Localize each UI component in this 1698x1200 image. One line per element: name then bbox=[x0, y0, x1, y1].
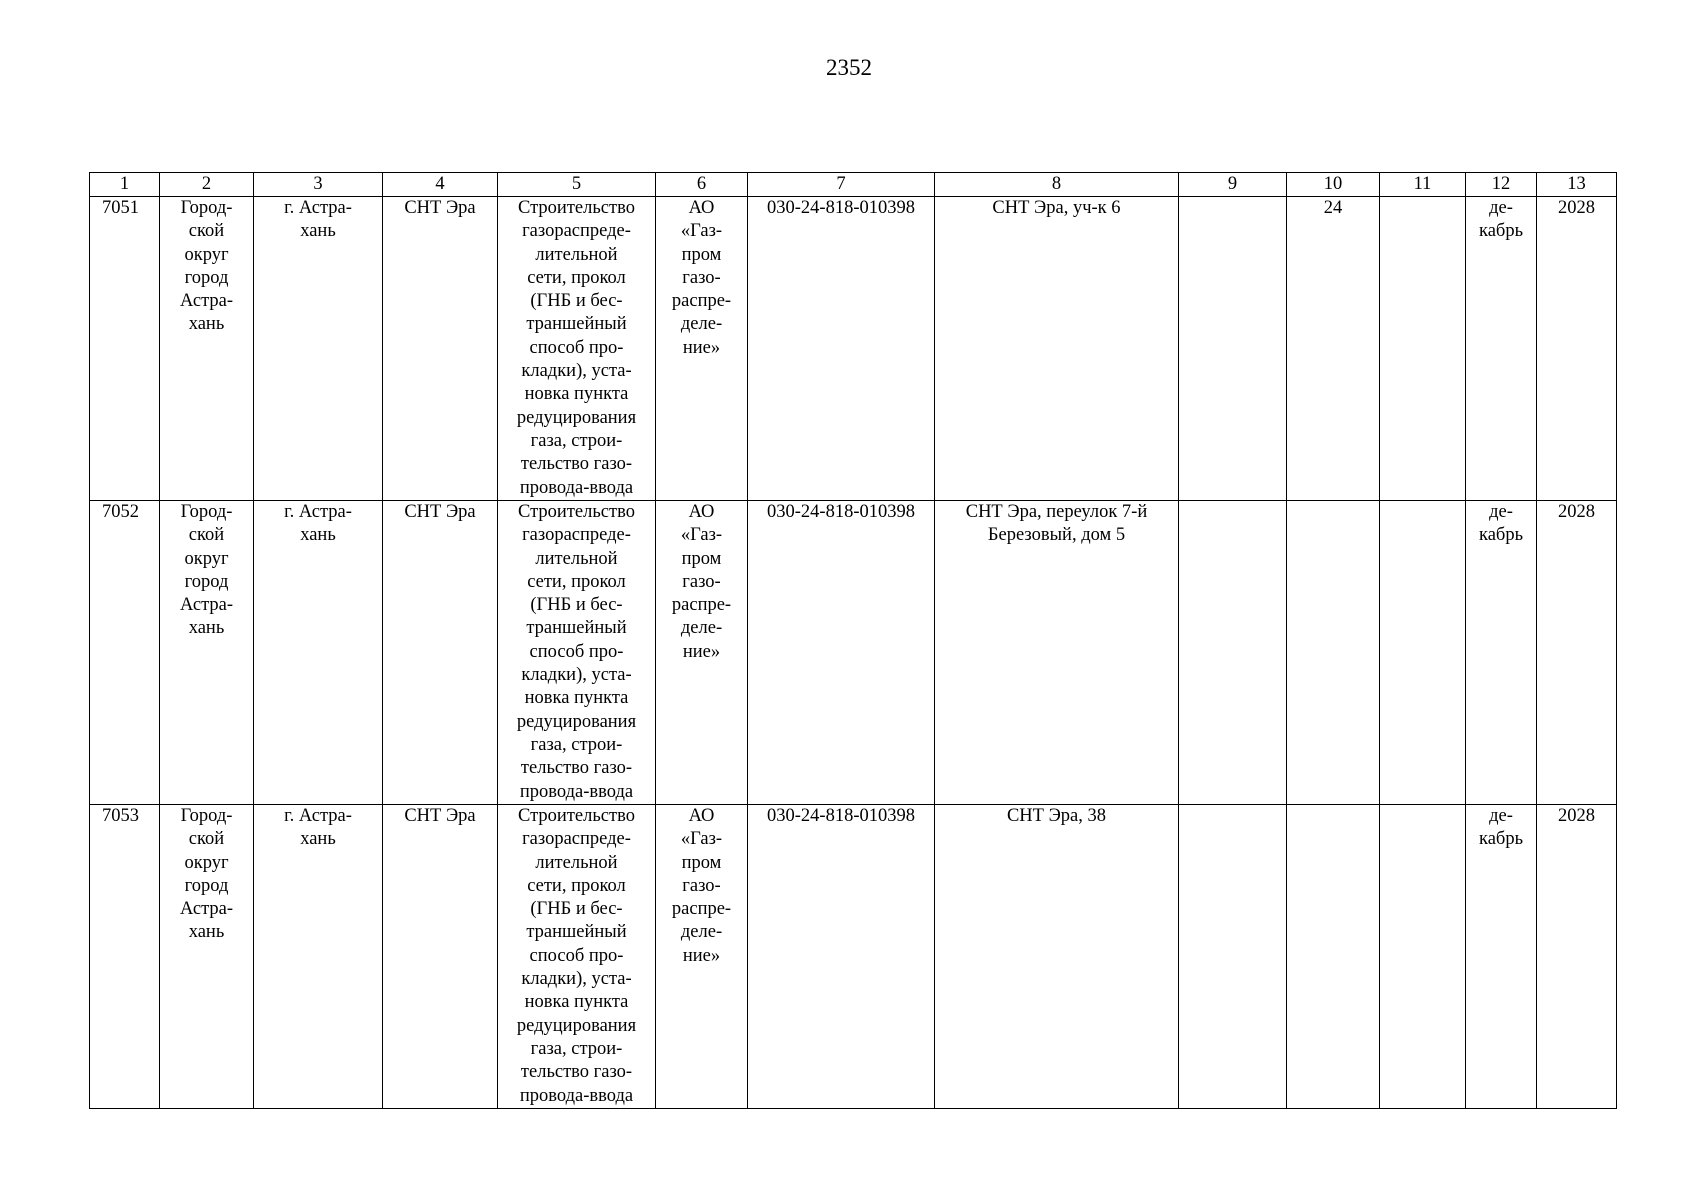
col10-cell: 24 bbox=[1287, 197, 1380, 501]
column-header: 5 bbox=[498, 173, 656, 197]
month-cell: де- кабрь bbox=[1466, 197, 1537, 501]
col9-cell bbox=[1179, 805, 1287, 1109]
column-header: 9 bbox=[1179, 173, 1287, 197]
column-number-row bbox=[90, 173, 1617, 197]
address-cell: СНТ Эра, 38 bbox=[935, 805, 1179, 1109]
col11-cell bbox=[1380, 501, 1466, 805]
column-header: 3 bbox=[254, 173, 383, 197]
month-cell: де- кабрь bbox=[1466, 805, 1537, 1109]
registry-code-cell: 030-24-818-010398 bbox=[748, 805, 935, 1109]
address-cell: СНТ Эра, уч-к 6 bbox=[935, 197, 1179, 501]
record-number: 7052 bbox=[90, 501, 160, 805]
column-header: 7 bbox=[748, 173, 935, 197]
settlement-cell: г. Астра- хань bbox=[254, 197, 383, 501]
table-row bbox=[90, 805, 1617, 1109]
year-cell: 2028 bbox=[1537, 197, 1617, 501]
organization-cell: АО «Газ- пром газо- распре- деле- ние» bbox=[656, 501, 748, 805]
year-cell: 2028 bbox=[1537, 805, 1617, 1109]
col10-cell bbox=[1287, 501, 1380, 805]
municipality-cell: Город- ской округ город Астра- хань bbox=[160, 501, 254, 805]
municipality-cell: Город- ской округ город Астра- хань bbox=[160, 805, 254, 1109]
register-table bbox=[89, 172, 1617, 1109]
column-header: 13 bbox=[1537, 173, 1617, 197]
table-row bbox=[90, 197, 1617, 501]
organization-cell: АО «Газ- пром газо- распре- деле- ние» bbox=[656, 197, 748, 501]
work-description-cell: Строительство газораспреде- лительной сети, прокол (ГНБ и бес- траншейный способ про- кладки), уста- новка пункта редуцирования газа, строи- тельство газо- провода-ввода bbox=[498, 501, 656, 805]
settlement-cell: г. Астра- хань bbox=[254, 501, 383, 805]
month-cell: де- кабрь bbox=[1466, 501, 1537, 805]
column-header: 2 bbox=[160, 173, 254, 197]
record-number: 7051 bbox=[90, 197, 160, 501]
organization-cell: АО «Газ- пром газо- распре- деле- ние» bbox=[656, 805, 748, 1109]
column-header: 12 bbox=[1466, 173, 1537, 197]
column-header: 8 bbox=[935, 173, 1179, 197]
col9-cell bbox=[1179, 197, 1287, 501]
registry-code-cell: 030-24-818-010398 bbox=[748, 501, 935, 805]
col11-cell bbox=[1380, 197, 1466, 501]
object-name-cell: СНТ Эра bbox=[383, 197, 498, 501]
settlement-cell: г. Астра- хань bbox=[254, 805, 383, 1109]
year-cell: 2028 bbox=[1537, 501, 1617, 805]
column-header: 6 bbox=[656, 173, 748, 197]
registry-code-cell: 030-24-818-010398 bbox=[748, 197, 935, 501]
object-name-cell: СНТ Эра bbox=[383, 501, 498, 805]
column-header: 1 bbox=[90, 173, 160, 197]
work-description-cell: Строительство газораспреде- лительной сети, прокол (ГНБ и бес- траншейный способ про- кладки), уста- новка пункта редуцирования газа, строи- тельство газо- провода-ввода bbox=[498, 805, 656, 1109]
municipality-cell: Город- ской округ город Астра- хань bbox=[160, 197, 254, 501]
column-header: 10 bbox=[1287, 173, 1380, 197]
column-header: 11 bbox=[1380, 173, 1466, 197]
table-row bbox=[90, 501, 1617, 805]
col11-cell bbox=[1380, 805, 1466, 1109]
col10-cell bbox=[1287, 805, 1380, 1109]
page-number: 2352 bbox=[826, 55, 872, 80]
col9-cell bbox=[1179, 501, 1287, 805]
record-number: 7053 bbox=[90, 805, 160, 1109]
column-header: 4 bbox=[383, 173, 498, 197]
address-cell: СНТ Эра, переулок 7-й Березовый, дом 5 bbox=[935, 501, 1179, 805]
object-name-cell: СНТ Эра bbox=[383, 805, 498, 1109]
work-description-cell: Строительство газораспреде- лительной сети, прокол (ГНБ и бес- траншейный способ про- кладки), уста- новка пункта редуцирования газа, строи- тельство газо- провода-ввода bbox=[498, 197, 656, 501]
